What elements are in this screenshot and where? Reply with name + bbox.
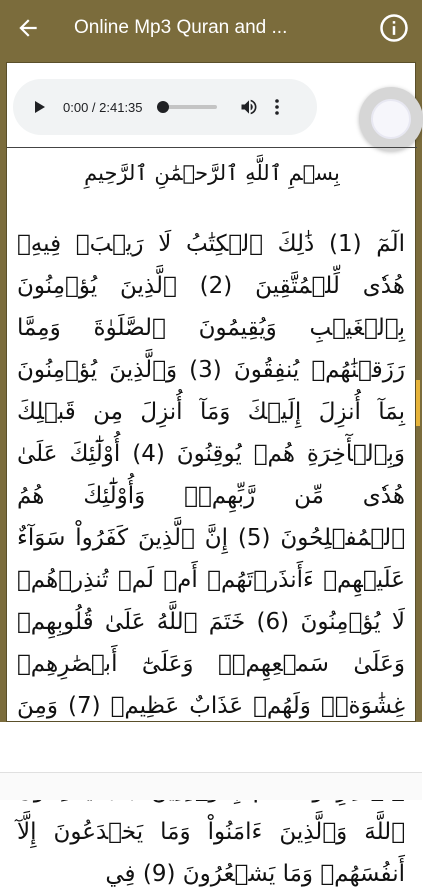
audio-player [13, 79, 317, 135]
back-button[interactable] [0, 0, 56, 56]
scroll-indicator[interactable] [416, 380, 420, 426]
play-icon [33, 100, 47, 114]
quran-verses: الٓمٓ (1) ذَٰلِكَ ٱلۡكِتَٰبُ لَا رَيۡبَۛ فِيهِۛ هُدٗى لِّلۡمُتَّقِينَ (2) ٱلَّذِينَ يُؤۡمِنُونَ بِٱلۡغَيۡبِ وَيُقِيمُونَ ٱلصَّلَوٰةَ وَمِمَّا رَزَقۡنَٰهُمۡ يُنفِقُونَ (3) وَٱلَّذِينَ يُؤۡمِنُونَ بِمَآ أُنزِلَ إِلَيۡكَ وَمَآ أُنزِلَ مِن قَبۡلِكَ وَبِٱلۡأٓخِرَةِ هُمۡ يُوقِنُونَ (4) أُوْلَٰٓئِكَ عَلَىٰ هُدٗى مِّن رَّبِّهِمۡۖ وَأُوْلَٰٓئِكَ هُمُ ٱلۡمُفۡلِحُونَ (5) إِنَّ ٱلَّذِينَ كَفَرُواْ سَوَآءٌ عَلَيۡهِمۡ ءَأَنذَرۡتَهُمۡ أَمۡ لَمۡ تُنذِرۡهُمۡ لَا يُؤۡمِنُونَ (6) خَتَمَ ٱللَّهُ عَلَىٰ قُلُوبِهِمۡ وَعَلَىٰ سَمۡعِهِمۡۖ وَعَلَىٰٓ أَبۡصَٰرِهِمۡ غِشَٰوَةٞۖ وَلَهُمۡ عَذَابٌ عَظِيمٞ (7) وَمِنَ ٱللَّهَ وَٱلَّذِينَ ءَامَنُواْ وَمَا يَخۡدَعُونَ إِلَّآ أَنفُسَهُمۡ وَمَا يَشۡعُرُونَ (9) فِي [17, 231, 405, 887]
arrow-left-icon [15, 15, 41, 41]
basmala: بِسۡمِ ٱللَّهِ ٱلرَّحۡمَٰنِ ٱلرَّحِيمِ [84, 161, 340, 185]
play-button[interactable] [31, 98, 49, 116]
info-button[interactable] [366, 0, 422, 56]
volume-button[interactable] [239, 97, 259, 117]
more-vertical-icon [275, 99, 279, 115]
playback-time: 0:00 / 2:41:35 [63, 99, 143, 115]
system-nav-bar [0, 772, 422, 800]
content-frame [0, 56, 422, 887]
volume-icon [239, 97, 259, 117]
player-menu-button[interactable] [271, 97, 283, 117]
content-panel [6, 62, 416, 887]
seek-bar[interactable] [159, 105, 217, 109]
floating-action-button[interactable] [359, 87, 423, 151]
info-circle-icon [379, 13, 409, 43]
divider [7, 147, 417, 148]
app-title: Online Mp3 Quran and ... [74, 17, 288, 38]
seek-bar-thumb[interactable] [157, 101, 169, 113]
bottom-area [0, 722, 422, 772]
app-bar [0, 0, 422, 56]
record-circle-icon [371, 99, 411, 139]
